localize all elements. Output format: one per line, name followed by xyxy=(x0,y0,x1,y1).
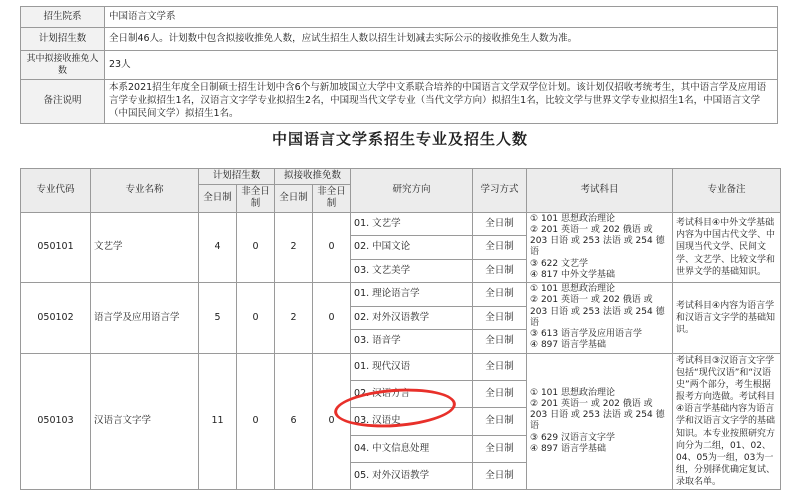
study-mode: 全日制 xyxy=(473,236,527,260)
study-mode: 全日制 xyxy=(473,462,527,489)
exam-subject: ③ 629 汉语言文字学 xyxy=(530,432,615,443)
major-name: 文艺学 xyxy=(91,212,199,283)
plan-full: 4 xyxy=(199,212,237,283)
plan-full: 11 xyxy=(199,353,237,490)
major-note: 考试科目③汉语言文字学包括“现代汉语”和“汉语史”两个部分，考生根据报考方向选做。考试科目④语言学基础内容为语言学和汉语言文字学的基础知识。本专业按照研究方向分为二组，01、02、04、05为一组，03为一组，分别择优确定复试、录取名单。 xyxy=(673,353,781,490)
exempt-full: 6 xyxy=(275,353,313,490)
research-direction: 03. 文艺美学 xyxy=(351,259,473,283)
research-direction: 02. 中国文论 xyxy=(351,236,473,260)
exam-subjects xyxy=(527,212,673,283)
info-label: 计划招生数 xyxy=(21,28,105,51)
header-exempt: 拟接收推免数 xyxy=(275,169,351,185)
exam-subject: ③ 613 语言学及应用语言学 xyxy=(530,329,643,340)
exam-subject: ③ 622 文艺学 xyxy=(530,258,588,269)
exempt-full: 2 xyxy=(275,212,313,283)
exam-subject: ② 201 英语一 或 202 俄语 或 203 日语 或 253 法语 或 254 德语 xyxy=(530,398,665,432)
major-name: 汉语言文字学 xyxy=(91,353,199,490)
research-direction: 01. 文艺学 xyxy=(351,212,473,236)
info-row-remarks xyxy=(21,80,778,123)
exam-subject: ① 101 思想政治理论 xyxy=(530,387,615,398)
exam-subject: ② 201 英语一 或 202 俄语 或 203 日语 或 253 法语 或 254 德语 xyxy=(530,224,665,258)
major-code: 050101 xyxy=(21,212,91,283)
study-mode: 全日制 xyxy=(473,408,527,435)
table-row xyxy=(21,353,781,380)
study-mode: 全日制 xyxy=(473,212,527,236)
majors-table xyxy=(20,168,781,490)
exempt-part: 0 xyxy=(313,212,351,283)
study-mode: 全日制 xyxy=(473,435,527,462)
research-direction: 03. 汉语史 xyxy=(351,408,473,435)
research-direction: 01. 理论语言学 xyxy=(351,283,473,307)
info-label: 备注说明 xyxy=(21,80,105,123)
major-code: 050103 xyxy=(21,353,91,490)
info-row-exempt xyxy=(21,51,778,80)
major-name: 语言学及应用语言学 xyxy=(91,283,199,354)
exam-subject: ④ 897 语言学基础 xyxy=(530,443,606,454)
research-direction: 02. 汉语方言 xyxy=(351,380,473,407)
major-code: 050102 xyxy=(21,283,91,354)
study-mode: 全日制 xyxy=(473,353,527,380)
research-direction: 03. 语音学 xyxy=(351,330,473,354)
department-info-table xyxy=(20,6,778,124)
info-value: 本系2021招生年度全日制硕士招生计划中含6个与新加坡国立大学中文系联合培养的中国语言文学双学位计划。该计划仅招收考统考生，其中语言学及应用语言学专业拟招生1名，汉语言文字学专业拟招生2名，中国现当代文学专业（当代文学方向）拟招生1名，比较文学与世界文学专业拟招生1名，中国语言文学（中国民间文学）拟招生1名。 xyxy=(105,80,778,123)
study-mode: 全日制 xyxy=(473,283,527,307)
exam-subject: ④ 817 中外文学基础 xyxy=(530,269,615,280)
header-plan-full: 全日制 xyxy=(199,185,237,213)
header-exempt-part: 非全日制 xyxy=(313,185,351,213)
exam-subject: ② 201 英语一 或 202 俄语 或 203 日语 或 253 法语 或 254 德语 xyxy=(530,295,665,328)
info-label: 招生院系 xyxy=(21,7,105,28)
header-row xyxy=(21,169,781,185)
study-mode: 全日制 xyxy=(473,330,527,354)
study-mode: 全日制 xyxy=(473,306,527,330)
plan-part: 0 xyxy=(237,353,275,490)
study-mode: 全日制 xyxy=(473,259,527,283)
study-mode: 全日制 xyxy=(473,380,527,407)
exempt-full: 2 xyxy=(275,283,313,354)
header-exempt-full: 全日制 xyxy=(275,185,313,213)
info-value: 23人 xyxy=(105,51,778,80)
research-direction: 01. 现代汉语 xyxy=(351,353,473,380)
info-value: 全日制46人。计划数中包含拟接收推免人数，应试生招生人数以招生计划减去实际公示的接收推免生人数为准。 xyxy=(105,28,778,51)
plan-part: 0 xyxy=(237,212,275,283)
plan-part: 0 xyxy=(237,283,275,354)
header-mode: 学习方式 xyxy=(473,169,527,213)
exam-subjects xyxy=(527,353,673,490)
exempt-part: 0 xyxy=(313,283,351,354)
research-direction-highlighted: 04. 中文信息处理 xyxy=(351,435,473,462)
header-direction: 研究方向 xyxy=(351,169,473,213)
exam-subject: ① 101 思想政治理论 xyxy=(530,284,615,295)
info-value: 中国语言文学系 xyxy=(105,7,778,28)
header-plan: 计划招生数 xyxy=(199,169,275,185)
header-note: 专业备注 xyxy=(673,169,781,213)
exam-subject: ④ 897 语言学基础 xyxy=(530,340,606,351)
header-name: 专业名称 xyxy=(91,169,199,213)
table-row xyxy=(21,212,781,236)
research-direction: 05. 对外汉语教学 xyxy=(351,462,473,489)
plan-full: 5 xyxy=(199,283,237,354)
header-code: 专业代码 xyxy=(21,169,91,213)
info-row-department xyxy=(21,7,778,28)
major-note: 考试科目④中外文学基础内容为中国古代文学、中国现当代文学、民间文学、文艺学、比较文学和世界文学的基础知识。 xyxy=(673,212,781,283)
exam-subjects xyxy=(527,283,673,354)
info-row-plan xyxy=(21,28,778,51)
header-exam: 考试科目 xyxy=(527,169,673,213)
header-plan-part: 非全日制 xyxy=(237,185,275,213)
research-direction: 02. 对外汉语教学 xyxy=(351,306,473,330)
info-label: 其中拟接收推免人数 xyxy=(21,51,105,80)
major-note: 考试科目④内容为语言学和汉语言文字学的基础知识。 xyxy=(673,283,781,354)
page-title: 中国语言文学系招生专业及招生人数 xyxy=(271,130,528,148)
table-row xyxy=(21,283,781,307)
exempt-part: 0 xyxy=(313,353,351,490)
exam-subject: ① 101 思想政治理论 xyxy=(530,213,615,224)
